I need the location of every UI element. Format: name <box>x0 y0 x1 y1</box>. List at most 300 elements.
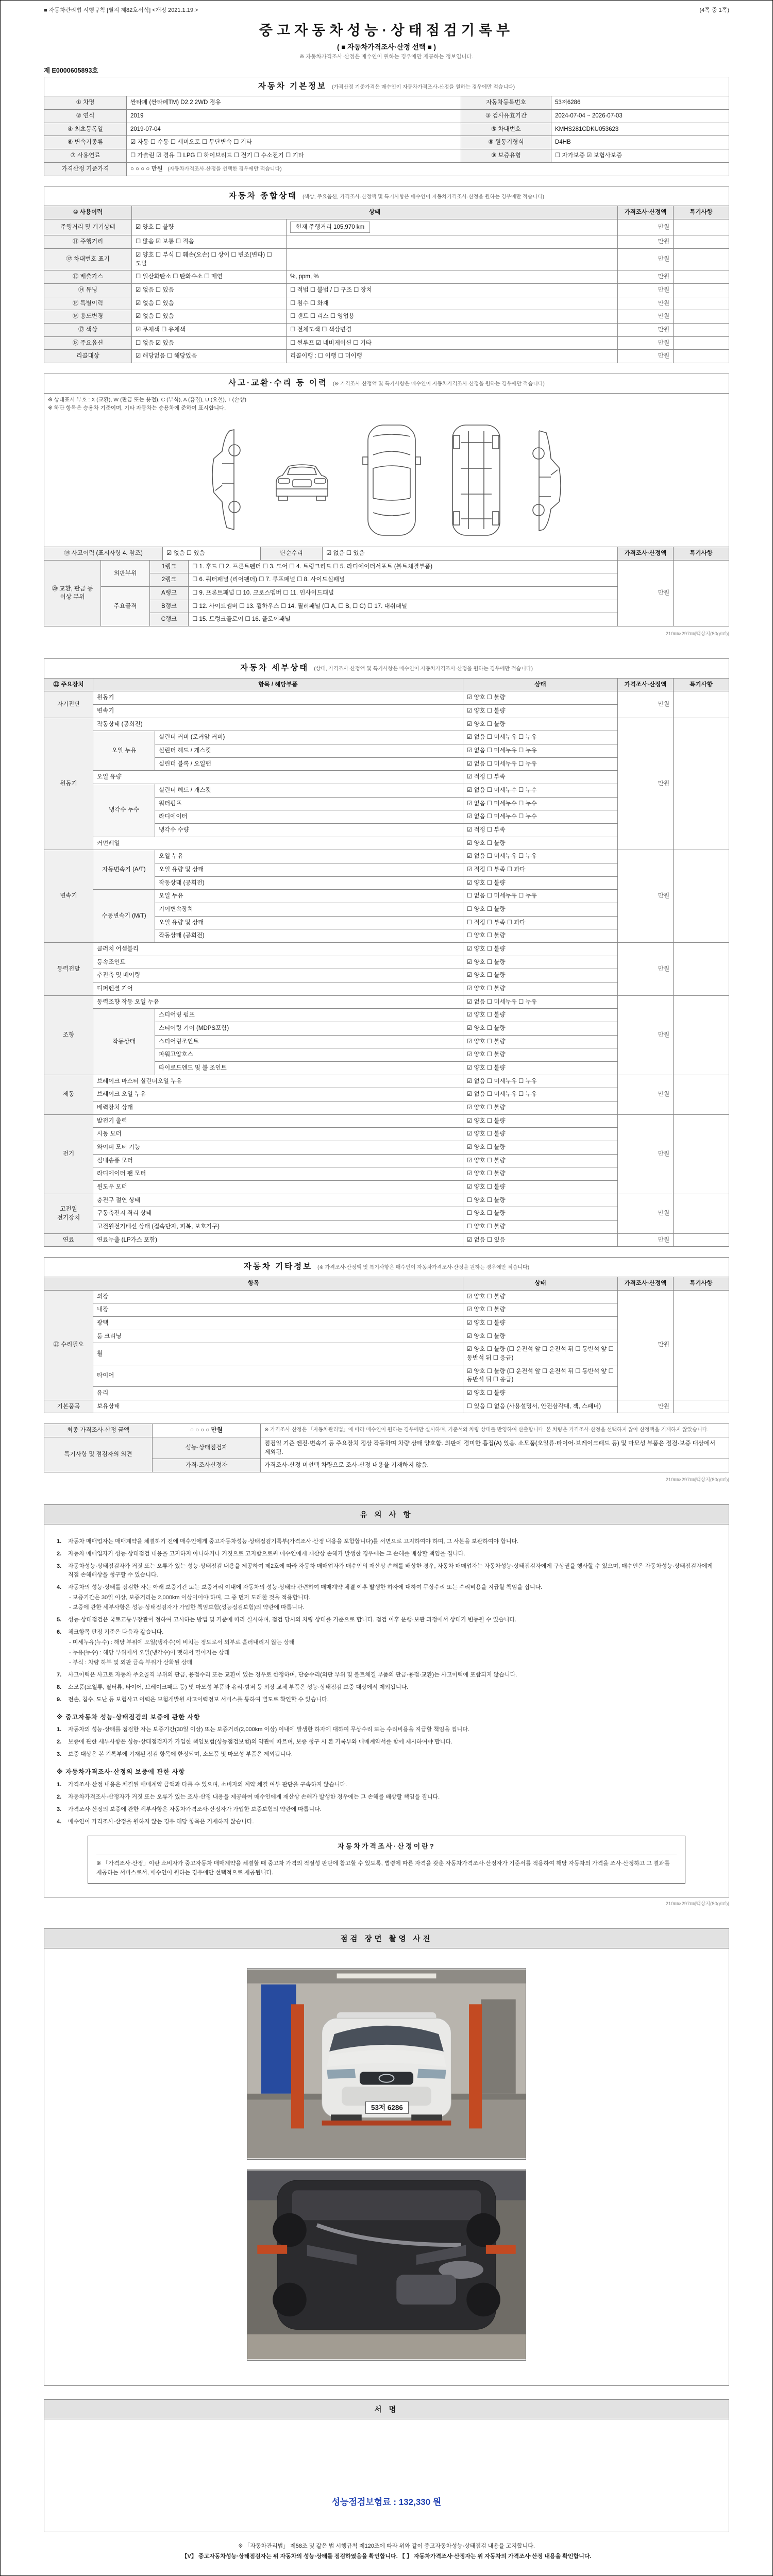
state-checkbox-group[interactable]: ☑ 양호 ☐ 불량 <box>463 1009 617 1022</box>
notice-item <box>57 1562 716 1580</box>
notice-subitem: - 보증에 관한 세부사항은 성능·상태점검자가 가입한 책임보험(성능점검보험)의 약관에 따릅니다. <box>69 1604 305 1611</box>
device-row <box>44 1194 729 1207</box>
notice-item <box>57 1725 716 1734</box>
paper-spec-note-2: 210㎜×297㎜[백상지(80g/㎡)] <box>665 1477 729 1483</box>
notice-number: 4. <box>57 1819 62 1825</box>
warranty-type-label: ⑨ 보증유형 <box>461 149 551 163</box>
state-checkbox-group[interactable]: ☑ 양호 ☐ 불량 <box>463 1167 617 1181</box>
device-group-label: 제동 <box>44 1075 93 1114</box>
document-subtitle-note: ※ 자동차가격조사·산정은 매수인이 원하는 경우에만 제공하는 정보입니다. <box>299 54 474 60</box>
price-cell: 만원 <box>617 1400 673 1413</box>
state-checkbox-group[interactable]: ☑ 양호 ☐ 불량 <box>463 1035 617 1048</box>
basic-section-header <box>44 77 729 96</box>
state-checkbox-group[interactable]: ☑ 양호 ☐ 불량 <box>463 1387 617 1400</box>
state-checkbox-group[interactable]: ☑ 양호 ☐ 불량 <box>463 1154 617 1167</box>
notice-text: 전손, 침수, 도난 등 보험사고 이력은 보험개발원 사고이력정보 서비스를 통하여 별도로 확인할 수 있습니다. <box>68 1696 329 1703</box>
comprehensive-row <box>44 248 729 270</box>
opinions-label: 특기사항 및 점검자의 의견 <box>44 1437 153 1472</box>
page-marker: (4쪽 중 1쪽) <box>699 7 729 13</box>
state-checkbox-group[interactable]: ☑ 양호 ☐ 불량 <box>463 956 617 969</box>
state-checkbox-group[interactable]: ☑ 양호 ☐ 불량 <box>463 1114 617 1128</box>
state-checkbox-group[interactable]: ☐ 양호 ☐ 불량 <box>463 1194 617 1207</box>
note-cell <box>673 235 729 249</box>
warranty-type-checkbox-group[interactable]: ☐ 자가보증 ☑ 보험사보증 <box>551 149 729 163</box>
column-header-note: 특기사항 <box>673 206 729 219</box>
base-price-note: (자동차가격조사·산정을 선택한 경우에만 적습니다) <box>167 166 282 172</box>
state-checkbox-group[interactable]: ☑ 양호 ☐ 불량 <box>132 219 287 235</box>
device-group-label: 원동기 <box>44 718 93 850</box>
column-header-detail-state: 상태 <box>463 678 617 691</box>
state-checkbox-group[interactable]: ☑ 양호 ☐ 불량 <box>463 704 617 718</box>
state-checkbox-group[interactable]: ☑ 양호 ☐ 불량 <box>463 691 617 705</box>
rank1-checkbox-group[interactable]: ☐ 1. 후드 ☐ 2. 프론트펜더 ☐ 3. 도어 ☐ 4. 트렁크리드 ☐ 5. 라디에이터서포트 (볼트체결부품) <box>189 560 618 573</box>
outer-panel-label: 외판부위 <box>101 560 150 586</box>
history-item-label: 주행거리 및 계기상태 <box>44 219 132 235</box>
item-label: 실린더 헤드 / 개스킷 <box>155 784 463 797</box>
device-row <box>44 1075 729 1088</box>
misc-column-header-price: 가격조사·산정액 <box>617 1277 673 1290</box>
engine-type-label: ⑧ 원동기형식 <box>461 136 551 149</box>
inspection-photo-front <box>247 1968 526 2160</box>
history-item-label: ⑭ 튜닝 <box>44 284 132 297</box>
state-checkbox-group[interactable]: ☑ 없음 ☐ 미세누유 ☐ 누유 <box>463 1075 617 1088</box>
state-checkbox-group[interactable]: ☑ 적정 ☐ 부족 ☐ 과다 <box>463 863 617 877</box>
misc-info-table <box>44 1257 729 1413</box>
notice-item <box>57 1750 716 1759</box>
registration-number-label: 자동차등록번호 <box>461 96 551 110</box>
item-label: 작동상태 (공회전) <box>155 876 463 890</box>
notice-number: 3. <box>57 1563 62 1570</box>
state-checkbox-group[interactable]: ☑ 없음 ☐ 미세누수 ☐ 누수 <box>463 784 617 797</box>
final-price-table <box>44 1423 729 1472</box>
base-price-label: 가격산정 기준가격 <box>44 162 127 176</box>
state-checkbox-group[interactable]: ☑ 없음 ☐ 미세누유 ☐ 누유 <box>463 731 617 744</box>
notice-number: 2. <box>57 1551 62 1557</box>
state-checkbox-group[interactable]: ☑ 양호 ☐ 불량 <box>463 837 617 850</box>
notice-number: 1. <box>57 1726 62 1733</box>
note-cell <box>673 350 729 363</box>
notice-item <box>57 1738 716 1747</box>
item-label: 오일 유량 및 상태 <box>155 863 463 877</box>
item-label: 시동 모터 <box>93 1128 463 1141</box>
notice-text: 자동차의 성능·상태를 점검한 자는 아래 보증기간 또는 보증거리 이내에 자동차의 성능·상태와 관련하여 매매계약 체결 이후 발생한 하자에 대하여 무상수리 또는 수리비용을 지급할 책임을 집니다. <box>68 1584 543 1591</box>
price-cell: 만원 <box>617 850 673 943</box>
notice-text: 소모품(오일류, 필터류, 타이어, 브레이크패드 등) 및 마모성 부품과 유리·범퍼 등 외장 교체 부품은 성능·상태점검 보증 대상에서 제외됩니다. <box>68 1684 409 1690</box>
note-cell <box>673 1400 729 1413</box>
rankC-label: C랭크 <box>150 613 189 626</box>
notice-subitem: - 누유(누수) : 해당 부위에서 오일(냉각수)이 맺혀서 떨어지는 상태 <box>69 1649 230 1656</box>
state-checkbox-group[interactable]: ☑ 적정 ☐ 부족 <box>463 771 617 784</box>
state-extra-options[interactable]: 리콜이행 : ☐ 이행 ☐ 미이행 <box>287 350 618 363</box>
fuel-label: ⑦ 사용연료 <box>44 149 127 163</box>
item-label: 작동상태 (공회전) <box>93 718 463 731</box>
device-group-label: 전기 <box>44 1114 93 1194</box>
device-row <box>44 943 729 956</box>
comprehensive-row <box>44 284 729 297</box>
column-header-detail-price: 가격조사·산정액 <box>617 678 673 691</box>
license-plate: 53저 6286 <box>371 2104 403 2112</box>
state-checkbox-group[interactable]: ☑ 없음 ☐ 있음 <box>463 1233 617 1247</box>
state-checkbox-group[interactable]: ☐ 있음 ☐ 없음 (사용설명서, 안전삼각대, 잭, 스패너) <box>463 1400 617 1413</box>
photos-header: 점검 장면 촬영 사진 <box>44 1928 729 1948</box>
note-cell <box>673 1194 729 1233</box>
price-cell: 만원 <box>617 995 673 1075</box>
inspection-period-value: 2024-07-04 ~ 2026-07-03 <box>551 110 729 123</box>
item-label: 스티어링 기어 (MDPS포함) <box>155 1022 463 1036</box>
basic-title: 자동차 기본정보 <box>258 82 327 91</box>
inspection-insurance-premium <box>57 2496 716 2509</box>
state-checkbox-group[interactable]: ☑ 적정 ☐ 부족 <box>463 823 617 837</box>
main-frame-label: 주요골격 <box>101 587 150 626</box>
history-item-label: ⑰ 색상 <box>44 324 132 337</box>
car-top-view-diagram <box>361 421 423 539</box>
misc-section-header <box>44 1258 729 1277</box>
item-subgroup-label: 오일 누유 <box>93 731 155 771</box>
base-price-value: ○ ○ ○ ○ 만원 <box>130 165 163 172</box>
note-cell <box>673 310 729 324</box>
item-label: 룸 크리닝 <box>93 1330 463 1343</box>
note-cell <box>673 943 729 996</box>
detail-section-header <box>44 659 729 678</box>
device-group-label: 연료 <box>44 1233 93 1247</box>
notice-item <box>57 1616 716 1624</box>
state-checkbox-group[interactable]: ☑ 없음 ☐ 있음 <box>132 297 287 310</box>
notice-item <box>57 1537 716 1546</box>
note-cell <box>673 270 729 284</box>
accident-price-header: 가격조사·산정액 <box>617 547 673 561</box>
state-checkbox-group[interactable]: ☑ 양호 ☐ 불량 <box>463 1048 617 1062</box>
accident-note: (※ 가격조사·산정액 및 특기사항은 매수인이 자동차가격조사·산정을 원하는 경우에만 적습니다) <box>332 381 545 387</box>
price-cell: 만원 <box>617 310 673 324</box>
item-label: 실린더 블록 / 오일팬 <box>155 757 463 771</box>
photos-body <box>44 1948 729 2386</box>
footer-note <box>44 2541 729 2562</box>
photo-stack <box>57 1958 716 2376</box>
item-subgroup-label: 자동변속기 (A/T) <box>93 850 155 890</box>
state-checkbox-group[interactable]: ☐ 양호 ☐ 불량 <box>463 1207 617 1221</box>
misc-column-header-note: 특기사항 <box>673 1277 729 1290</box>
item-label: 원동기 <box>93 691 463 705</box>
device-row <box>44 718 729 731</box>
rank2-checkbox-group[interactable]: ☐ 6. 쿼터패널 (리어펜더) ☐ 7. 루프패널 ☐ 8. 사이드실패널 <box>189 573 618 587</box>
notice-text: 자동차가격조사·산정자가 거짓 또는 오류가 있는 조사·산정 내용을 제공하여 매수인에게 재산상 손해가 발생한 경우에는 그 손해를 배상할 책임을 집니다. <box>68 1794 440 1801</box>
item-subgroup-label: 작동상태 <box>93 1009 155 1075</box>
state-checkbox-group[interactable]: ☑ 없음 ☐ 미세누유 ☐ 누유 <box>463 757 617 771</box>
comprehensive-row <box>44 324 729 337</box>
item-label: 충전구 절연 상태 <box>93 1194 463 1207</box>
document-subtitle: ( ■ 자동차가격조사·산정 선택 ■ ) <box>337 43 436 51</box>
item-label: 추진축 및 베어링 <box>93 969 463 982</box>
column-header-detail-note: 특기사항 <box>673 678 729 691</box>
item-label: 휠 <box>93 1343 463 1365</box>
inspector-label: 성능·상태점검자 <box>153 1437 261 1459</box>
item-label: 오일 유량 및 상태 <box>155 916 463 929</box>
notice-item <box>57 1683 716 1692</box>
transmission-label: ⑥ 변속기종류 <box>44 136 127 149</box>
state-checkbox-group[interactable]: ☑ 양호 ☐ 불량 <box>463 1316 617 1330</box>
exchange-note-cell <box>674 560 729 626</box>
notice-subitem: - 미세누유(누수) : 해당 부위에 오일(냉각수)이 비치는 정도로서 외부로 흘러내리지 않는 상태 <box>69 1639 295 1646</box>
device-group-label: 동력전달 <box>44 943 93 996</box>
notice-item <box>57 1696 716 1704</box>
item-label: 배력장치 상태 <box>93 1101 463 1115</box>
state-checkbox-group[interactable]: ☐ 없음 ☑ 있음 <box>132 336 287 350</box>
car-side-left-diagram <box>207 423 243 537</box>
car-diagrams <box>48 413 725 545</box>
history-item-label: ⑪ 주행거리 <box>44 235 132 249</box>
column-header-device: ㉒ 주요장치 <box>44 678 93 691</box>
state-checkbox-group[interactable]: ☑ 양호 ☐ 불량 (☐ 운전석 앞 ☐ 운전석 뒤 ☐ 동반석 앞 ☐ 동반석 뒤 ☐ 응급) <box>463 1365 617 1386</box>
notice-number: 1. <box>57 1782 62 1788</box>
column-header-history: ⑩ 사용이력 <box>44 206 132 219</box>
state-checkbox-group[interactable]: ☑ 해당없음 ☐ 해당있음 <box>132 350 287 363</box>
device-row <box>44 995 729 1009</box>
notice-number: 8. <box>57 1684 62 1690</box>
price-appraisal-definition-box <box>88 1836 685 1883</box>
note-cell <box>673 995 729 1075</box>
accident-section-header <box>44 374 729 393</box>
history-item-label: ⑱ 주요옵션 <box>44 336 132 350</box>
column-header-item: 항목 / 해당부품 <box>93 678 463 691</box>
state-checkbox-group[interactable]: ☑ 양호 ☐ 불량 <box>463 1128 617 1141</box>
rankA-label: A랭크 <box>150 587 189 600</box>
notice-text: 가격조사·산정의 보증에 관한 세부사항은 자동차가격조사·산정자가 가입한 보증보험의 약관에 따릅니다. <box>68 1806 322 1813</box>
state-checkbox-group[interactable]: ☑ 양호 ☐ 불량 <box>463 1101 617 1115</box>
engine-type-value: D4HB <box>551 136 729 149</box>
notice-number: 6. <box>57 1629 62 1636</box>
device-row <box>44 1233 729 1247</box>
state-checkbox-group[interactable]: ☑ 양호 ☐ 불량 <box>463 943 617 956</box>
state-checkbox-group[interactable]: ☐ 많음 ☑ 보통 ☐ 적음 <box>132 235 287 249</box>
state-checkbox-group[interactable]: ☑ 없음 ☐ 미세누유 ☐ 누유 <box>463 744 617 757</box>
device-group-label: 자기진단 <box>44 691 93 718</box>
notice-item <box>57 1671 716 1680</box>
notice-item <box>57 1628 716 1637</box>
item-label: 기어변속장치 <box>155 903 463 917</box>
state-checkbox-group[interactable]: ☑ 양호 ☐ 불량 <box>463 876 617 890</box>
detail-note: (상태, 가격조사·산정액 및 특기사항은 매수인이 자동차가격조사·산정을 원하는 경우에만 적습니다) <box>314 666 533 672</box>
price-cell: 만원 <box>617 270 673 284</box>
state-checkbox-group[interactable]: ☐ 없음 ☐ 미세누유 ☐ 누유 <box>463 890 617 903</box>
comprehensive-note: (색상, 주요옵션, 가격조사·산정액 및 특기사항은 매수인이 자동차가격조사·산정을 원하는 경우에만 적습니다) <box>303 194 545 200</box>
inspection-photo-underbody <box>247 2169 526 2361</box>
fuel-checkbox-group[interactable]: ☐ 가솔린 ☑ 경유 ☐ LPG ☐ 하이브리드 ☐ 전기 ☐ 수소전기 ☐ 기타 <box>127 149 461 163</box>
notice-text: 자동차 매매업자는 매매계약을 체결하기 전에 매수인에게 중고자동차성능·상태점검기록부(가격조사·산정 내용을 포함합니다)를 서면으로 고지하여야 하며, 그 사본을 보관하여야 합니다. <box>68 1538 519 1545</box>
premium-label: 성능점검보험료 : <box>331 2497 396 2507</box>
item-label: 클러치 어셈블리 <box>93 943 463 956</box>
state-checkbox-group[interactable]: ☑ 양호 ☐ 불량 <box>463 1290 617 1303</box>
state-checkbox-group[interactable]: ☑ 없음 ☐ 미세누유 ☐ 누유 <box>463 850 617 863</box>
state-checkbox-group[interactable]: ☐ 적정 ☐ 부족 ☐ 과다 <box>463 916 617 929</box>
notice-subitem: - 부식 : 차량 하부 및 외판 금속 부위가 산화된 상태 <box>69 1659 193 1666</box>
price-cell: 만원 <box>617 350 673 363</box>
device-row <box>44 1114 729 1128</box>
top-bar <box>44 6 729 14</box>
inspection-period-label: ③ 검사유효기간 <box>461 110 551 123</box>
device-row <box>44 1290 729 1303</box>
price-cell: 만원 <box>617 235 673 249</box>
accident-note-header: 특기사항 <box>673 547 729 561</box>
premium-value: 132,330 원 <box>398 2497 442 2507</box>
car-underbody-diagram <box>445 421 507 539</box>
notice-text: 성능·상태점검은 국토교통부장관이 정하여 고시하는 방법 및 기준에 따라 실시하며, 점검 당시의 차량 상태를 기준으로 합니다. 점검 이후 운행·보관 과정에서 상태가 변동될 수 있습니다. <box>68 1617 517 1623</box>
device-group-label: ㉓ 수리필요 <box>44 1290 93 1400</box>
current-mileage-value <box>287 219 618 235</box>
misc-column-header-item: 항목 <box>44 1277 463 1290</box>
state-checkbox-group[interactable]: ☑ 없음 ☐ 있음 <box>132 284 287 297</box>
state-extra-options[interactable]: ☐ 적법 ☐ 불법 / ☐ 구조 ☐ 장치 <box>287 284 618 297</box>
rankB-checkbox-group[interactable]: ☐ 12. 사이드멤버 ☐ 13. 휠하우스 ☐ 14. 필러패널 (☐ A, ☐ B, ☐ C) ☐ 17. 대쉬패널 <box>189 600 618 613</box>
comprehensive-section-header <box>44 187 729 206</box>
device-row <box>44 850 729 863</box>
accident-history-table <box>44 374 729 561</box>
price-cell: 만원 <box>617 284 673 297</box>
state-checkbox-group[interactable]: ☐ 일산화탄소 ☐ 탄화수소 ☐ 매연 <box>132 270 287 284</box>
basic-info-table <box>44 77 729 176</box>
state-extra-options[interactable]: ☐ 전체도색 ☐ 색상변경 <box>287 324 618 337</box>
item-label: 스티어링조인트 <box>155 1035 463 1048</box>
price-cell: 만원 <box>617 1075 673 1114</box>
notice-text: 체크항목 판정 기준은 다음과 같습니다. <box>68 1629 164 1636</box>
item-label: 오일 유량 <box>93 771 463 784</box>
panel-exchange-table <box>44 560 729 626</box>
price-cell: 만원 <box>617 1290 673 1400</box>
note-cell <box>673 219 729 235</box>
notice-text: 보증 대상은 본 기록부에 기재된 점검 항목에 한정되며, 소모품 및 마모성 부품은 제외됩니다. <box>68 1751 293 1758</box>
signature-body <box>44 2419 729 2532</box>
state-checkbox-group[interactable]: ☑ 양호 ☐ 불량 <box>463 1330 617 1343</box>
first-registration-label: ④ 최초등록일 <box>44 123 127 136</box>
note-cell <box>673 284 729 297</box>
inspector-opinion-text: 점검일 기준 엔진·변속기 등 주요장치 정상 작동하며 차량 상태 양호함. 외판에 경미한 흠집(A) 있음. 소모품(오일류·타이어·브레이크패드 등) 및 마모성 부품은 점검·보증 대상에서 제외됨. <box>261 1437 729 1459</box>
state-checkbox-group[interactable]: ☐ 양호 ☐ 불량 <box>463 1221 617 1234</box>
item-label: 라디에이터 <box>155 810 463 824</box>
notice-number: 2. <box>57 1794 62 1801</box>
item-label: 타이어 <box>93 1365 463 1386</box>
item-label: 실린더 커버 (로커암 커버) <box>155 731 463 744</box>
state-checkbox-group[interactable]: ☑ 없음 ☐ 미세누수 ☐ 누수 <box>463 797 617 810</box>
notice-subitem: - 보증기간은 30일 이상, 보증거리는 2,000km 이상이어야 하며, 그 중 먼저 도래한 것을 적용합니다. <box>69 1595 311 1601</box>
state-extra-options[interactable]: ☐ 침수 ☐ 화재 <box>287 297 618 310</box>
state-checkbox-group[interactable]: ☑ 양호 ☐ 불량 <box>463 1303 617 1317</box>
state-checkbox-group[interactable]: ☐ 양호 ☐ 불량 <box>463 929 617 943</box>
state-checkbox-group[interactable]: ☑ 양호 ☐ 불량 <box>463 1181 617 1194</box>
base-price-cell <box>127 162 729 176</box>
item-label: 외장 <box>93 1290 463 1303</box>
transmission-checkbox-group[interactable]: ☑ 자동 ☐ 수동 ☐ 세미오토 ☐ 무단변속 ☐ 기타 <box>127 136 461 149</box>
car-diagram-panel <box>44 393 729 547</box>
state-checkbox-group[interactable]: ☑ 양호 ☐ 불량 (☐ 운전석 앞 ☐ 운전석 뒤 ☐ 동반석 앞 ☐ 동반석 뒤 ☐ 응급) <box>463 1343 617 1365</box>
note-cell <box>673 324 729 337</box>
item-label: 윈도우 모터 <box>93 1181 463 1194</box>
price-cell: 만원 <box>617 336 673 350</box>
item-label: 브레이크 오일 누유 <box>93 1088 463 1101</box>
state-extra-options[interactable]: ☐ 썬루프 ☑ 네비게이션 ☐ 기타 <box>287 336 618 350</box>
state-checkbox-group[interactable]: ☑ 양호 ☐ 부식 ☐ 훼손(오손) ☐ 상이 ☐ 변조(변타) ☐ 도말 <box>132 248 287 270</box>
vehicle-name-value: 싼타페 (싼타페TM) D2.2 2WD 경유 <box>127 96 461 110</box>
state-checkbox-group[interactable]: ☐ 양호 ☐ 불량 <box>463 903 617 917</box>
price-cell: 만원 <box>617 943 673 996</box>
item-label: 작동상태 (공회전) <box>155 929 463 943</box>
car-front-view-diagram <box>266 456 338 505</box>
item-label: 와이퍼 모터 기능 <box>93 1141 463 1155</box>
history-item-label: ⑬ 배출가스 <box>44 270 132 284</box>
price-cell: 만원 <box>617 691 673 718</box>
accident-history-label: ⑲ 사고이력 (표시사항 4. 참조) <box>44 547 163 561</box>
item-label: 내장 <box>93 1303 463 1317</box>
column-header-price: 가격조사·산정액 <box>617 206 673 219</box>
comprehensive-state-table <box>44 187 729 364</box>
signature-area[interactable] <box>57 2429 716 2490</box>
state-checkbox-group[interactable]: ☑ 양호 ☐ 불량 <box>463 1022 617 1036</box>
state-extra-options: %, ppm, % <box>287 270 618 284</box>
state-checkbox-group[interactable]: ☑ 양호 ☐ 불량 <box>463 718 617 731</box>
state-checkbox-group[interactable]: ☑ 없음 ☐ 미세누유 ☐ 누유 <box>463 1088 617 1101</box>
item-label: 발전기 출력 <box>93 1114 463 1128</box>
note-cell <box>673 1233 729 1247</box>
state-checkbox-group[interactable]: ☑ 양호 ☐ 불량 <box>463 1141 617 1155</box>
diagram-legend-1: ※ 상태표시 부호 : X (교환), W (판금 또는 용접), C (부식), A (흠집), U (요철), T (손상) <box>48 396 246 403</box>
price-cell: 만원 <box>617 219 673 235</box>
item-label: 구동축전지 격리 상태 <box>93 1207 463 1221</box>
state-checkbox-group[interactable]: ☑ 없음 ☐ 미세누유 ☐ 누유 <box>463 995 617 1009</box>
state-checkbox-group[interactable]: ☑ 양호 ☐ 불량 <box>463 969 617 982</box>
rankA-checkbox-group[interactable]: ☐ 9. 프론트패널 ☐ 10. 크로스멤버 ☐ 11. 인사이드패널 <box>189 587 618 600</box>
state-extra-options <box>287 248 618 270</box>
item-label: 고전원전기배선 상태 (접속단자, 피복, 보호기구) <box>93 1221 463 1234</box>
state-checkbox-group[interactable]: ☑ 양호 ☐ 불량 <box>463 982 617 996</box>
notice-text: 자동차성능·상태점검자가 거짓 또는 오류가 있는 성능·상태점검 내용을 제공하여 제2호에 따라 자동차 매매업자가 매수인의 재산상 손해를 배상한 경우, 자동차 매매업자는 자동차성능·상태점검자에게 구상권을 행사할 수 있으며, 매수인은 자동차성능·상태점검자에게 직접 손해배상을 청구할 수 있습니다. <box>68 1563 713 1579</box>
notice-number: 9. <box>57 1696 62 1703</box>
note-cell <box>673 850 729 943</box>
item-label: 타이로드엔드 및 볼 조인트 <box>155 1062 463 1075</box>
notice-item <box>57 1793 716 1802</box>
item-label: 워터펌프 <box>155 797 463 810</box>
misc-column-header-state: 상태 <box>463 1277 617 1290</box>
comprehensive-row <box>44 235 729 249</box>
model-year-value: 2019 <box>127 110 461 123</box>
accident-history-checkbox-group[interactable]: ☑ 없음 ☐ 있음 <box>163 547 261 561</box>
item-label: 실내송풍 모터 <box>93 1154 463 1167</box>
state-checkbox-group[interactable]: ☑ 무채색 ☐ 유채색 <box>132 324 287 337</box>
model-year-label: ② 연식 <box>44 110 127 123</box>
device-group-label: 기본품목 <box>44 1400 93 1413</box>
misc-title: 자동차 기타정보 <box>243 1262 313 1272</box>
state-checkbox-group[interactable]: ☑ 없음 ☐ 미세누수 ☐ 누수 <box>463 810 617 824</box>
comprehensive-title: 자동차 종합상태 <box>228 191 298 200</box>
rankC-checkbox-group[interactable]: ☐ 15. 트렁크플로어 ☐ 16. 플로어패널 <box>189 613 618 626</box>
appraiser-label: 가격·조사산정자 <box>153 1459 261 1472</box>
vin-value: KMHS281CDKU053623 <box>551 123 729 136</box>
state-extra-options[interactable]: ☐ 렌트 ☐ 리스 ☐ 영업용 <box>287 310 618 324</box>
notices-list <box>57 1537 716 1704</box>
definition-title: 자동차가격조사·산정이란? <box>96 1841 677 1855</box>
final-price-label: 최종 가격조사·산정 금액 <box>44 1424 153 1437</box>
rank1-label: 1랭크 <box>150 560 189 573</box>
exchange-section-label: ⑳ 교환, 판금 등 이상 부위 <box>44 560 101 626</box>
item-subgroup-label: 냉각수 누수 <box>93 784 155 837</box>
item-label: 등속조인트 <box>93 956 463 969</box>
note-cell <box>673 1290 729 1400</box>
state-checkbox-group[interactable]: ☑ 양호 ☐ 불량 <box>463 1062 617 1075</box>
item-subgroup-label: 수동변속기 (M/T) <box>93 890 155 943</box>
state-checkbox-group[interactable]: ☑ 없음 ☐ 있음 <box>132 310 287 324</box>
note-cell <box>673 336 729 350</box>
rankB-label: B랭크 <box>150 600 189 613</box>
note-cell <box>673 1075 729 1114</box>
notice-item <box>57 1805 716 1814</box>
simple-repair-checkbox-group[interactable]: ☑ 없음 ☐ 있음 <box>323 547 618 561</box>
